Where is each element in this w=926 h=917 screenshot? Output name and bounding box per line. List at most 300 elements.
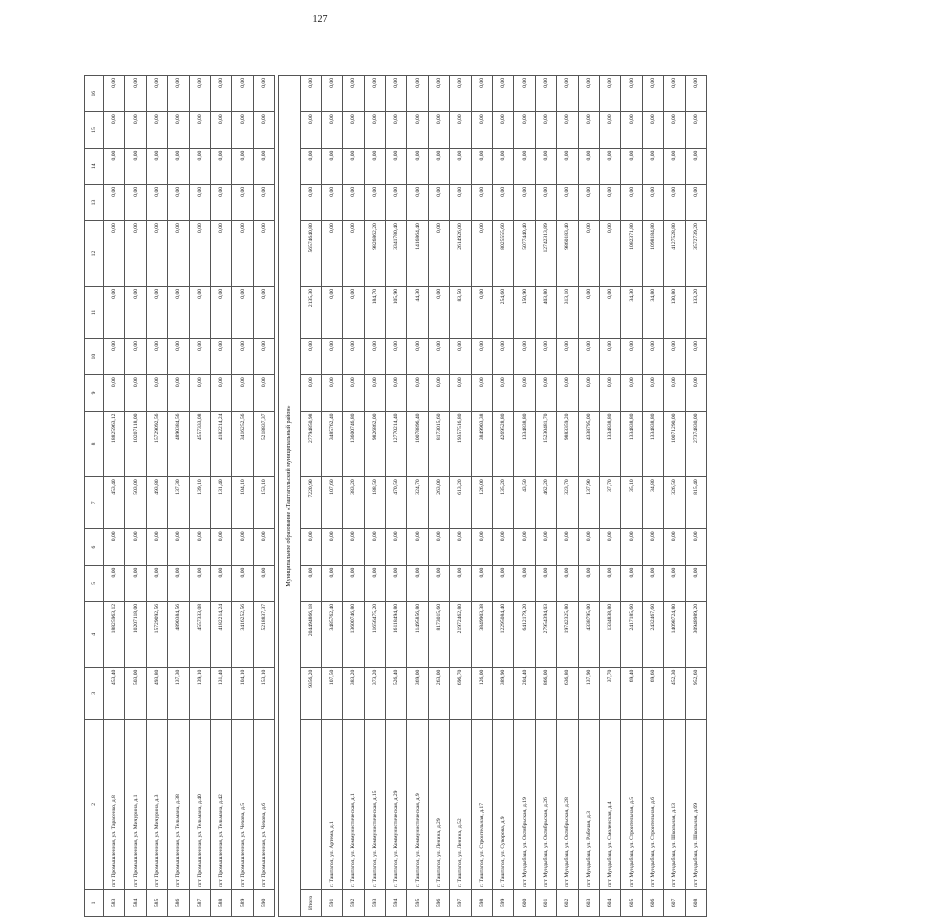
table-cell: 0,00 (343, 112, 364, 148)
table-cell: 588 (210, 889, 231, 916)
table-cell: 4557333,08 (189, 601, 210, 667)
table-cell: 0,00 (642, 76, 663, 112)
table-cell: 104,10 (232, 667, 253, 719)
table-cell: 1334838,80 (621, 411, 642, 477)
table-cell: 0,00 (364, 375, 385, 411)
table-cell: пгт Мундыбаш, ул. Строительная, д.6 (642, 719, 663, 889)
table-cell: 0,00 (428, 286, 449, 338)
table-row (232, 76, 253, 917)
table-cell: 4127528,80 (664, 221, 685, 287)
table-cell: 0,00 (300, 112, 321, 148)
table-cell: 0,00 (621, 529, 642, 565)
table-cell: 0,00 (514, 565, 535, 601)
table-cell: 1334838,80 (599, 411, 620, 477)
table-cell: 0,00 (450, 148, 471, 184)
table-cell: 0,00 (514, 375, 535, 411)
table-cell: 0,00 (664, 529, 685, 565)
table-row (642, 76, 663, 917)
table-row (343, 76, 364, 917)
table-cell: пгт Мундыбаш, ул. Октябрьская, д.28 (557, 719, 578, 889)
table-cell: 0,00 (428, 112, 449, 148)
table-cell: 589 (232, 889, 253, 916)
table-cell: 586 (168, 889, 189, 916)
table-cell: 0,00 (189, 529, 210, 565)
table-cell: 15729092,56 (146, 601, 167, 667)
table-cell: 403,80 (535, 286, 556, 338)
table-cell: 526,40 (386, 667, 407, 719)
table-cell: 0,00 (664, 148, 685, 184)
table-cell: 13600746,80 (343, 411, 364, 477)
table-cell: 0,00 (535, 148, 556, 184)
table-cell: 0,00 (386, 184, 407, 220)
table-row (514, 76, 535, 917)
table-cell: 0,00 (599, 375, 620, 411)
table-cell: 0,00 (578, 76, 599, 112)
table-cell: 0,00 (104, 76, 125, 112)
table-cell: 16118494,80 (386, 601, 407, 667)
table-cell: 8173015,60 (428, 601, 449, 667)
table-cell: 34,80 (642, 286, 663, 338)
table-cell: 12295084,40 (493, 601, 514, 667)
table-cell: 0,00 (578, 148, 599, 184)
column-header-4: 4 (85, 601, 104, 667)
table-cell: 4269528,80 (493, 411, 514, 477)
table-cell: 0,00 (168, 76, 189, 112)
table-cell: 0,00 (253, 76, 274, 112)
table-cell: г. Таштагол, ул. Коммунистическая, д.15 (364, 719, 385, 889)
table-cell: 583 (104, 889, 125, 916)
table-cell: 3849903,38 (471, 411, 492, 477)
table-cell: 608 (685, 889, 706, 916)
table-cell: 0,00 (450, 184, 471, 220)
table-row (125, 76, 146, 917)
table-cell: 0,00 (386, 565, 407, 601)
table-cell: 0,00 (557, 112, 578, 148)
table-cell: 0,00 (493, 148, 514, 184)
table-cell: 150,90 (514, 286, 535, 338)
table-cell: 0,00 (407, 184, 428, 220)
table-cell: 5218837,37 (253, 601, 274, 667)
table-cell: 19357516,80 (450, 411, 471, 477)
table-cell: 2417185,60 (621, 601, 642, 667)
table-cell: 0,00 (364, 339, 385, 375)
table-cell: 0,00 (189, 148, 210, 184)
table-cell: 0,00 (471, 339, 492, 375)
table-cell: 0,00 (104, 148, 125, 184)
table-cell: 591 (321, 889, 342, 916)
table-cell: 34,30 (621, 286, 642, 338)
table-cell: 37,70 (599, 477, 620, 529)
table-cell: 0,00 (125, 529, 146, 565)
table-cell: 105,90 (386, 286, 407, 338)
table-cell: 0,00 (343, 339, 364, 375)
table-cell: пгт Мундыбаш, ул. Смоленская, д.4 (599, 719, 620, 889)
table-row (535, 76, 556, 917)
table-cell: 43,50 (514, 477, 535, 529)
table-cell: 1098184,80 (642, 221, 663, 287)
table-cell: 0,00 (664, 112, 685, 148)
table-cell: 0,00 (104, 565, 125, 601)
table-cell: 0,00 (685, 184, 706, 220)
table-cell: 69,40 (621, 667, 642, 719)
table-cell: 0,00 (343, 76, 364, 112)
table-cell: 263,00 (428, 667, 449, 719)
table-cell: 263,00 (428, 477, 449, 529)
table-cell: пгт Мундыбаш, ул. Строительная, д.5 (621, 719, 642, 889)
table-cell: 1416864,40 (407, 221, 428, 287)
table-cell: 0,00 (210, 221, 231, 287)
table-cell: 453,40 (104, 477, 125, 529)
table-cell: 0,00 (578, 112, 599, 148)
table-cell: 0,00 (189, 112, 210, 148)
table-cell: 0,00 (599, 286, 620, 338)
table-cell: 0,00 (253, 221, 274, 287)
table-cell: 0,00 (493, 184, 514, 220)
table-cell: 3416252,56 (232, 411, 253, 477)
table-cell: 2432467,60 (642, 601, 663, 667)
table-cell: 1334838,80 (642, 411, 663, 477)
table-cell: 0,00 (557, 184, 578, 220)
table-cell: 254,60 (493, 286, 514, 338)
table-cell: 137,30 (168, 667, 189, 719)
table-row (685, 76, 706, 917)
table-cell: 184,70 (364, 286, 385, 338)
table-row (557, 76, 578, 917)
table-cell: 0,00 (621, 339, 642, 375)
table-cell: 585 (146, 889, 167, 916)
table-cell: 0,00 (343, 286, 364, 338)
table-cell: 126,00 (471, 667, 492, 719)
table-cell: 0,00 (364, 529, 385, 565)
table-cell: 0,00 (300, 76, 321, 112)
table-cell: 0,00 (621, 112, 642, 148)
table-cell: 604 (599, 889, 620, 916)
table-cell: 0,00 (168, 148, 189, 184)
table-cell: 503,00 (125, 667, 146, 719)
table-cell: 0,00 (125, 286, 146, 338)
table-cell: 452,30 (664, 667, 685, 719)
table-cell: 0,00 (578, 375, 599, 411)
table-cell: 21972462,80 (450, 601, 471, 667)
table-cell: 0,00 (253, 339, 274, 375)
section-row (279, 76, 300, 917)
table-cell: 313,10 (557, 286, 578, 338)
column-header-11: 11 (85, 286, 104, 338)
table-cell: 107,60 (321, 477, 342, 529)
table-cell: 0,00 (125, 148, 146, 184)
table-cell: 3849903,38 (471, 601, 492, 667)
table-cell: 0,00 (168, 375, 189, 411)
table-cell: 0,00 (210, 286, 231, 338)
table-cell: 0,00 (300, 375, 321, 411)
table-cell: 0,00 (685, 76, 706, 112)
table-cell: 131,40 (210, 477, 231, 529)
table-cell: 0,00 (210, 112, 231, 148)
table-cell: 0,00 (104, 375, 125, 411)
table-cell: 590 (253, 889, 274, 916)
table-cell: 0,00 (232, 375, 253, 411)
table-cell: 0,00 (535, 76, 556, 112)
table-cell: 0,00 (407, 148, 428, 184)
table-cell: 596 (428, 889, 449, 916)
table-cell: 0,00 (535, 529, 556, 565)
table-cell: 9826862,00 (364, 411, 385, 477)
table-cell: 0,00 (471, 375, 492, 411)
table-cell: 607 (664, 889, 685, 916)
table-cell: 0,00 (168, 286, 189, 338)
table-cell: 0,00 (386, 148, 407, 184)
table-cell: 594 (386, 889, 407, 916)
table-cell: 0,00 (450, 76, 471, 112)
table-cell: 0,00 (493, 112, 514, 148)
table-cell: г. Таштагол, ул. Коммунистическая, д.1 (343, 719, 364, 889)
table-cell: 0,00 (621, 76, 642, 112)
page-number: 127 (312, 14, 328, 25)
table-cell: 0,00 (428, 148, 449, 184)
table-cell: 0,00 (343, 221, 364, 287)
table-cell: 139,10 (189, 477, 210, 529)
table-cell: 8173015,60 (428, 411, 449, 477)
table-cell: 0,00 (232, 112, 253, 148)
table-cell: 0,00 (125, 221, 146, 287)
table-row (168, 76, 189, 917)
table-cell: 0,00 (578, 565, 599, 601)
table-cell: 0,00 (300, 565, 321, 601)
column-header-3: 3 (85, 667, 104, 719)
table-cell: 2614926,00 (450, 221, 471, 287)
table-cell: 0,00 (664, 565, 685, 601)
table-cell: 0,00 (642, 375, 663, 411)
table-cell: 56574640,80 (300, 221, 321, 287)
table-cell: 27954394,03 (535, 601, 556, 667)
table-cell: 5218837,37 (253, 411, 274, 477)
table-cell: 584 (125, 889, 146, 916)
table-cell: 0,00 (146, 565, 167, 601)
table-cell: 27374830,00 (685, 411, 706, 477)
table-cell: 0,00 (621, 375, 642, 411)
table-cell: 0,00 (104, 339, 125, 375)
table-cell: 0,00 (407, 565, 428, 601)
table-cell: 0,00 (514, 112, 535, 148)
table-cell: 153,10 (253, 667, 274, 719)
table-row (450, 76, 471, 917)
table-cell: 0,00 (253, 529, 274, 565)
table-cell: 0,00 (599, 565, 620, 601)
table-row (321, 76, 342, 917)
table-cell: 204,40 (514, 667, 535, 719)
table-cell: 0,00 (599, 112, 620, 148)
table-cell: 9356,20 (300, 667, 321, 719)
table-cell: 4890384,56 (168, 601, 189, 667)
table-cell: 493,80 (146, 667, 167, 719)
table-cell: 9826862,20 (364, 221, 385, 287)
table-cell: 600 (514, 889, 535, 916)
table-cell: 0,00 (364, 148, 385, 184)
table-cell: 0,00 (685, 565, 706, 601)
table-cell: 9860183,40 (557, 221, 578, 287)
table-cell: 0,00 (642, 148, 663, 184)
table-cell: 0,00 (514, 148, 535, 184)
table-cell: 324,70 (407, 477, 428, 529)
table-cell: 0,00 (253, 286, 274, 338)
table-cell: 0,00 (621, 184, 642, 220)
table-cell: 592 (343, 889, 364, 916)
table-cell: 0,00 (557, 339, 578, 375)
table-cell: 10207118,00 (125, 411, 146, 477)
table-cell: 696,70 (450, 667, 471, 719)
table-cell: 0,00 (343, 184, 364, 220)
table-cell: 0,00 (125, 375, 146, 411)
table-cell: 13600746,80 (343, 601, 364, 667)
table-cell: 0,00 (146, 184, 167, 220)
table-cell: 4338795,00 (578, 601, 599, 667)
table-cell: 139,10 (189, 667, 210, 719)
table-cell: 0,00 (232, 529, 253, 565)
table-cell: 0,00 (253, 184, 274, 220)
table-cell: пгт Промышленная, ул. Тельмана, д.42 (210, 719, 231, 889)
table-cell: 83,50 (450, 286, 471, 338)
column-header-12: 12 (85, 221, 104, 287)
table-cell: г. Таштагол, ул. Коммунистическая, д.29 (386, 719, 407, 889)
table-cell: 587 (189, 889, 210, 916)
table-cell: 0,00 (343, 148, 364, 184)
table-cell: 0,00 (321, 112, 342, 148)
table-cell: 0,00 (125, 184, 146, 220)
table-cell: 34,80 (642, 477, 663, 529)
table-cell: 0,00 (471, 286, 492, 338)
table-cell: 0,00 (232, 286, 253, 338)
table-cell: 503,00 (125, 477, 146, 529)
table-cell: 44,30 (407, 286, 428, 338)
table-cell: 1082371,80 (621, 221, 642, 287)
table-cell: пгт Промышленная, ул. Мичурина, д.3 (146, 719, 167, 889)
table-cell: 10071290,00 (664, 411, 685, 477)
column-header-8: 8 (85, 411, 104, 477)
table-cell: 0,00 (578, 184, 599, 220)
table-cell: 0,00 (386, 375, 407, 411)
table-cell: 0,00 (125, 339, 146, 375)
table-cell: 326,50 (664, 477, 685, 529)
table-cell: г. Таштагол, ул. Артема, д.1 (321, 719, 342, 889)
table-cell: 0,00 (685, 529, 706, 565)
table-cell: 598 (471, 889, 492, 916)
table-cell: 4182214,24 (210, 411, 231, 477)
table-row (493, 76, 514, 917)
table-cell: 0,00 (535, 375, 556, 411)
table-body (104, 76, 707, 917)
table-cell: 0,00 (125, 565, 146, 601)
table-cell: 0,00 (104, 112, 125, 148)
total-row (300, 76, 321, 917)
table-cell: 0,00 (168, 565, 189, 601)
table-cell: 0,00 (578, 339, 599, 375)
table-cell: пгт Мундыбаш, ул. Рабочая, д.3 (578, 719, 599, 889)
table-cell: 153,10 (253, 477, 274, 529)
table-cell: 0,00 (321, 148, 342, 184)
table-cell: 0,00 (621, 565, 642, 601)
table-cell: 0,00 (428, 529, 449, 565)
table-cell: 0,00 (321, 286, 342, 338)
table-cell: 0,00 (450, 375, 471, 411)
table-cell: 0,00 (471, 184, 492, 220)
table-cell: 0,00 (189, 76, 210, 112)
table-cell: 0,00 (146, 339, 167, 375)
table-cell: 3341780,40 (386, 221, 407, 287)
table-cell: 11656475,20 (364, 601, 385, 667)
table-cell: 35,10 (621, 477, 642, 529)
table-cell: 0,00 (321, 375, 342, 411)
table-cell: 0,00 (386, 112, 407, 148)
table-cell: 0,00 (386, 529, 407, 565)
column-header-1: 1 (85, 889, 104, 916)
table-cell: 0,00 (642, 184, 663, 220)
table-cell: 0,00 (321, 221, 342, 287)
table-cell: 0,00 (168, 184, 189, 220)
table-cell: 0,00 (578, 221, 599, 287)
table-cell: 453,40 (104, 667, 125, 719)
table-cell: 137,30 (168, 477, 189, 529)
table-cell: 6412179,20 (514, 601, 535, 667)
table-cell: Итого (300, 889, 321, 916)
table-cell: пгт Мундыбаш, ул. Школьная, д.13 (664, 719, 685, 889)
table-row (386, 76, 407, 917)
table-cell: 0,00 (386, 339, 407, 375)
table-cell: 131,40 (210, 667, 231, 719)
table-cell: 0,00 (471, 112, 492, 148)
table-cell: 0,00 (210, 565, 231, 601)
rotated-table-container (84, 78, 926, 917)
table-cell: 462,20 (535, 477, 556, 529)
table-row (599, 76, 620, 917)
header-row (85, 76, 104, 917)
table-cell: 593 (364, 889, 385, 916)
table-cell: 0,00 (450, 565, 471, 601)
table-cell: 470,50 (386, 477, 407, 529)
table-cell: пгт Промышленная, ул. Тельмана, д.38 (168, 719, 189, 889)
table-cell: 5077440,40 (514, 221, 535, 287)
table-cell: 1334838,80 (599, 601, 620, 667)
section-title: Муниципальное образование «Таштагольский муниципальный район» (279, 76, 300, 917)
table-cell: 130,80 (664, 286, 685, 338)
table-cell: 0,00 (321, 339, 342, 375)
table-cell: 0,00 (642, 529, 663, 565)
table-cell: 0,00 (557, 148, 578, 184)
table-cell: 0,00 (189, 375, 210, 411)
table-cell: 0,00 (364, 112, 385, 148)
table-cell: 0,00 (189, 286, 210, 338)
table-cell: 0,00 (253, 565, 274, 601)
table-cell: 137,90 (578, 477, 599, 529)
table-row (210, 76, 231, 917)
table-cell: 0,00 (514, 76, 535, 112)
table-cell: 30948989,20 (685, 601, 706, 667)
table-cell: 0,00 (232, 221, 253, 287)
table-cell: 373,20 (364, 667, 385, 719)
table-row (407, 76, 428, 917)
table-cell (300, 719, 321, 889)
table-cell: 0,00 (232, 76, 253, 112)
table-row (253, 76, 274, 917)
table-cell: 0,00 (232, 565, 253, 601)
table-cell: 4338795,00 (578, 411, 599, 477)
table-cell: 0,00 (364, 565, 385, 601)
table-cell: 0,00 (146, 76, 167, 112)
table-cell: 0,00 (642, 339, 663, 375)
table-cell: 389,90 (493, 667, 514, 719)
column-header-6: 6 (85, 529, 104, 565)
table-cell: 0,00 (642, 112, 663, 148)
table-cell: 606 (642, 889, 663, 916)
